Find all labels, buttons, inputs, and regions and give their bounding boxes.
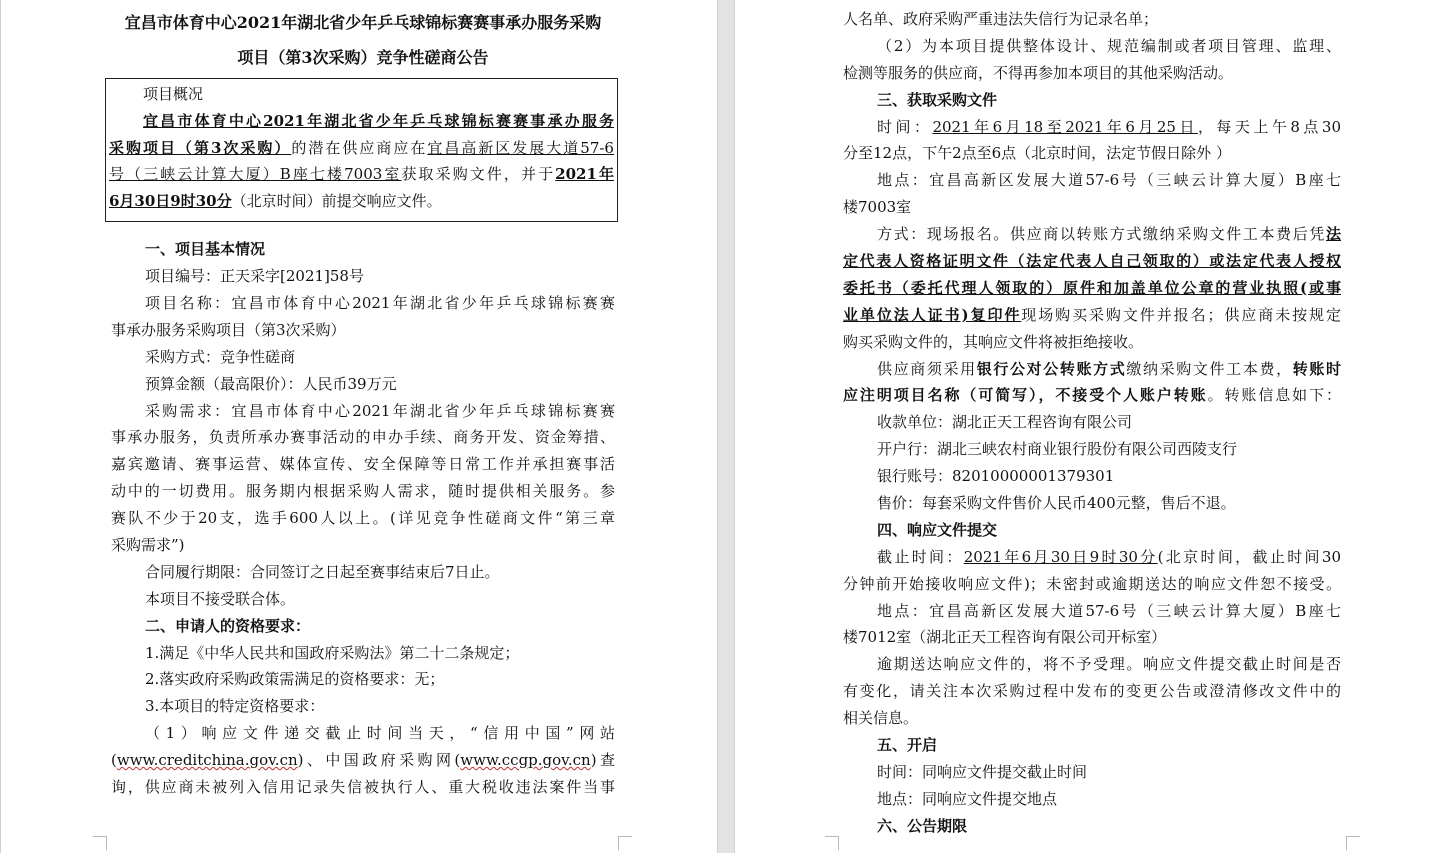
paragraph-line: 嘉宾邀请、赛事运营、媒体宣传、安全保障等日常工作并承担赛事活 (111, 455, 615, 474)
paragraph-line: 分钟前开始接收响应文件)；未密封或逾期送达的响应文件恕不接受。 (843, 574, 1341, 593)
paragraph-line: 开户行：湖北三峡农村商业银行股份有限公司西陵支行 (877, 440, 1238, 459)
overview-line: 号（三峡云计算大厦）B座七楼7003室获取采购文件，并于2021年 (109, 165, 614, 184)
section-heading: 一、项目基本情况 (145, 240, 266, 259)
paragraph-line: 本项目不接受联合体。 (145, 589, 296, 608)
paragraph-line: 银行账号：82010000001379301 (877, 467, 1115, 486)
section-heading: 三、获取采购文件 (877, 90, 998, 109)
paragraph-line: 事承办服务，负责所承办赛事活动的申办手续、商务开发、资金筹措、 (111, 428, 615, 447)
paragraph-line: 收款单位：湖北正天工程咨询有限公司 (877, 413, 1133, 432)
overview-heading: 项目概况 (143, 84, 204, 103)
paragraph-line: 截止时间：2021年6月30日9时30分(北京时间，截止时间30 (877, 547, 1341, 566)
section-heading: 五、开启 (877, 736, 938, 755)
paragraph-line: （2）为本项目提供整体设计、规范编制或者项目管理、监理、 (877, 36, 1341, 55)
document-title-line-2: 项目（第3次采购）竞争性磋商公告 (237, 47, 489, 67)
paragraph-line: 项目名称：宜昌市体育中心2021年湖北省少年乒乓球锦标赛赛 (145, 294, 615, 313)
overview-line: 采购项目（第3次采购）的潜在供应商应在宜昌高新区发展大道57-6 (109, 138, 614, 157)
document-page-right (734, 0, 1450, 853)
overview-line: 宜昌市体育中心2021年湖北省少年乒乓球锦标赛赛事承办服务 (143, 111, 614, 130)
paragraph-line: 动中的一切费用。服务期内根据采购人需求，随时提供相关服务。参 (111, 482, 615, 501)
paragraph-line: 供应商须采用银行公对公转账方式缴纳采购文件工本费，转账时 (877, 359, 1341, 378)
paragraph-line: 分至12点，下午2点至6点（北京时间，法定节假日除外 ） (843, 144, 1231, 163)
page-corner-mark (618, 836, 632, 850)
paragraph-line: 逾期送达响应文件的，将不予受理。响应文件提交截止时间是否 (877, 655, 1341, 674)
paragraph-line: 地点：宜昌高新区发展大道57-6号（三峡云计算大厦）B座七 (877, 601, 1341, 620)
paragraph-line: 项目编号：正天采字[2021]58号 (145, 267, 364, 286)
paragraph-line: 事承办服务采购项目（第3次采购） (111, 320, 346, 339)
paragraph-line: 委托书（委托代理人领取的）原件和加盖单位公章的营业执照(或事 (843, 278, 1341, 297)
paragraph-line: (www.creditchina.gov.cn)、中国政府采购网(www.ccgp.gov.cn)查 (111, 751, 615, 770)
document-title-line-1: 宜昌市体育中心2021年湖北省少年乒乓球锦标赛赛事承办服务采购 (124, 13, 602, 32)
paragraph-line: 人名单、政府采购严重违法失信行为记录名单； (843, 10, 1159, 28)
paragraph-line: 合同履行期限：合同签订之日起至赛事结束后7日止。 (145, 562, 500, 581)
paragraph-line: 赛队不少于20支，选手600人以上。(详见竞争性磋商文件“第三章 (111, 509, 615, 528)
paragraph-line: 售价：每套采购文件售价人民币400元整，售后不退。 (877, 494, 1236, 513)
section-heading: 四、响应文件提交 (877, 520, 998, 539)
page-corner-mark (825, 836, 839, 850)
ccgp-link[interactable]: www.ccgp.gov.cn (460, 751, 591, 770)
paragraph-line: 定代表人资格证明文件（法定代表人自己领取的）或法定代表人授权 (843, 252, 1341, 271)
page-corner-mark (93, 836, 107, 850)
paragraph-line: （1）响应文件递交截止时间当天，“信用中国”网站 (145, 724, 615, 743)
paragraph-line: 1.满足《中华人民共和国政府采购法》第二十二条规定； (145, 643, 520, 662)
section-heading: 二、申请人的资格要求： (145, 616, 311, 635)
paragraph-line: 应注明项目名称（可简写），不接受个人账户转账。转账信息如下： (843, 386, 1341, 405)
paragraph-line: 楼7003室 (843, 198, 912, 217)
text-column (843, 0, 1341, 840)
gutter (718, 0, 734, 853)
paragraph-line: 有变化，请关注本次采购过程中发布的变更公告或澄清修改文件中的 (843, 682, 1341, 701)
paragraph-line: 地点：宜昌高新区发展大道57-6号（三峡云计算大厦）B座七 (877, 171, 1341, 190)
paragraph-line: 业单位法人证书)复印件现场购买采购文件并报名；供应商未按规定 (843, 305, 1341, 324)
paragraph-line: 方式：现场报名。供应商以转账方式缴纳采购文件工本费后凭法 (877, 225, 1341, 244)
paragraph-line: 采购方式：竞争性磋商 (145, 347, 296, 366)
paragraph-line: 预算金额（最高限价）：人民币39万元 (145, 374, 397, 393)
document-page-left (0, 0, 718, 853)
paragraph-line: 采购需求：宜昌市体育中心2021年湖北省少年乒乓球锦标赛赛 (145, 401, 615, 420)
paragraph-line: 购买采购文件的，其响应文件将被拒绝接收。 (843, 332, 1144, 351)
paragraph-line: 地点：同响应文件提交地点 (877, 789, 1058, 808)
text-column (111, 0, 615, 801)
paragraph-line: 相关信息。 (843, 709, 919, 728)
project-overview-box (105, 78, 618, 222)
page-corner-mark (1346, 836, 1360, 850)
creditchina-link[interactable]: www.creditchina.gov.cn (116, 751, 298, 770)
paragraph-line: 3.本项目的特定资格要求： (145, 697, 325, 716)
paragraph-line: 采购需求”) (111, 536, 185, 555)
paragraph-line: 2.落实政府采购政策需满足的资格要求：无； (145, 670, 445, 689)
overview-line: 6月30日9时30分（北京时间）前提交响应文件。 (109, 192, 442, 211)
paragraph-line: 楼7012室（湖北正天工程咨询有限公司开标室） (843, 628, 1167, 647)
section-heading: 六、公告期限 (877, 816, 968, 835)
paragraph-line: 时间：2021年6月18至2021年6月25日，每天上午8点30 (877, 117, 1341, 136)
paragraph-line: 检测等服务的供应商，不得再参加本项目的其他采购活动。 (843, 63, 1234, 82)
paragraph-line: 询，供应商未被列入信用记录失信被执行人、重大税收违法案件当事 (111, 778, 615, 797)
paragraph-line: 时间：同响应文件提交截止时间 (877, 762, 1088, 781)
